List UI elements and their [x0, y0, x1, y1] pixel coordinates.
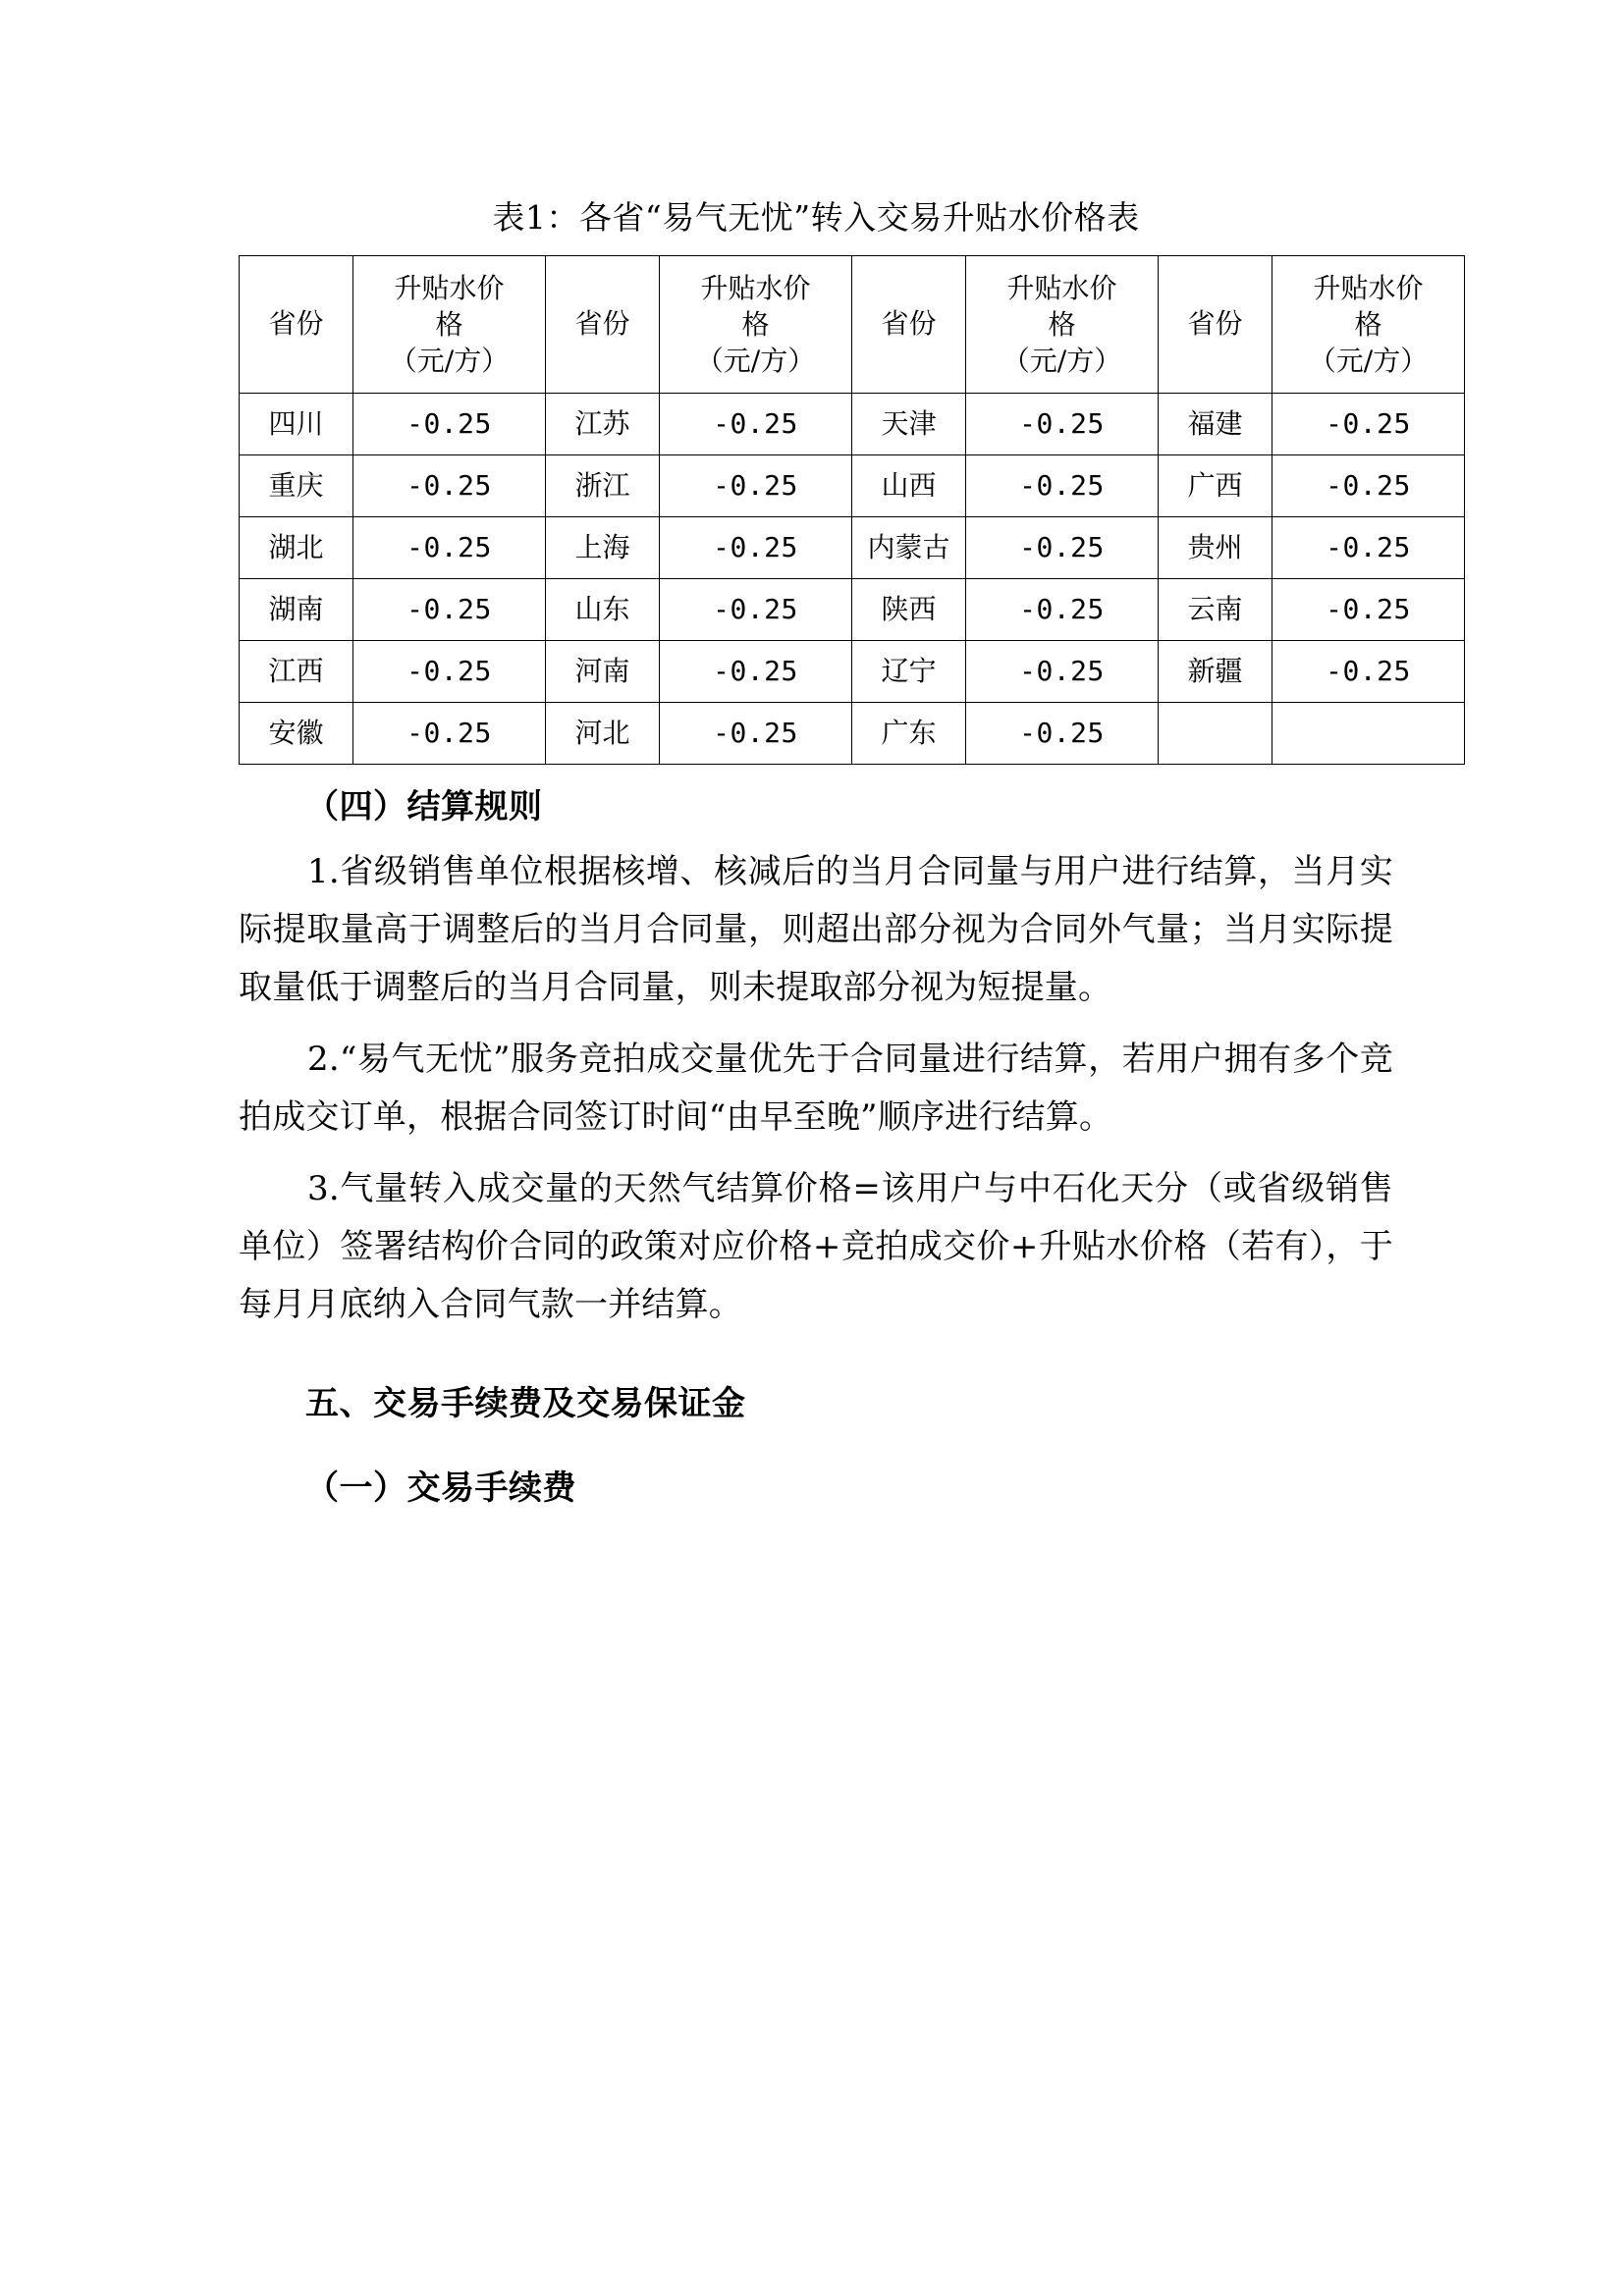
cell-province: 湖北	[240, 517, 353, 579]
cell-price: -0.25	[1272, 579, 1465, 641]
cell-province: 天津	[852, 394, 966, 455]
cell-province: 山东	[546, 579, 660, 641]
header-price-line-2: 格	[741, 307, 770, 341]
cell-province-empty	[1159, 703, 1272, 765]
cell-price: -0.25	[353, 641, 546, 703]
table-row	[240, 517, 1465, 579]
header-price-line-1: 升贴水价	[1313, 271, 1424, 304]
table-row	[240, 703, 1465, 765]
table-row	[240, 579, 1465, 641]
cell-province: 贵州	[1159, 517, 1272, 579]
header-price-line-3: （元/方）	[1308, 345, 1429, 378]
table-row	[240, 641, 1465, 703]
cell-price: -0.25	[353, 703, 546, 765]
cell-price: -0.25	[966, 579, 1159, 641]
premium-discount-price-table	[239, 255, 1465, 765]
table-body	[240, 394, 1465, 765]
cell-province: 广西	[1159, 455, 1272, 517]
cell-price: -0.25	[1272, 455, 1465, 517]
table-row	[240, 394, 1465, 455]
header-price-line-1: 升贴水价	[700, 271, 811, 304]
header-price-line-3: （元/方）	[695, 345, 816, 378]
cell-province: 山西	[852, 455, 966, 517]
header-province-1: 省份	[240, 256, 353, 394]
cell-price: -0.25	[660, 455, 852, 517]
page-content-column	[239, 0, 1429, 1508]
cell-province: 上海	[546, 517, 660, 579]
cell-province: 新疆	[1159, 641, 1272, 703]
cell-price: -0.25	[1272, 517, 1465, 579]
section-heading-five: 五、交易手续费及交易保证金	[305, 1384, 746, 1423]
cell-province: 辽宁	[852, 641, 966, 703]
header-price-line-3: （元/方）	[389, 345, 510, 378]
cell-province: 浙江	[546, 455, 660, 517]
cell-price: -0.25	[353, 517, 546, 579]
cell-price: -0.25	[660, 394, 852, 455]
cell-price: -0.25	[966, 394, 1159, 455]
cell-price: -0.25	[353, 394, 546, 455]
cell-province: 陕西	[852, 579, 966, 641]
section-heading-five-one: （一）交易手续费	[305, 1468, 576, 1508]
cell-province: 四川	[240, 394, 353, 455]
cell-province: 福建	[1159, 394, 1272, 455]
header-price-line-1: 升贴水价	[1006, 271, 1117, 304]
header-price-line-1: 升贴水价	[394, 271, 505, 304]
cell-price: -0.25	[353, 579, 546, 641]
cell-price: -0.25	[966, 703, 1159, 765]
header-price-line-2: 格	[435, 307, 463, 341]
header-price-4	[1272, 256, 1465, 394]
table-caption: 表1：各省“易气无忧”转入交易升贴水价格表	[492, 198, 1140, 237]
header-price-3	[966, 256, 1159, 394]
cell-price: -0.25	[660, 517, 852, 579]
header-province-4: 省份	[1159, 256, 1272, 394]
cell-price-empty	[1272, 703, 1465, 765]
cell-price: -0.25	[660, 579, 852, 641]
cell-province: 内蒙古	[852, 517, 966, 579]
cell-province: 湖南	[240, 579, 353, 641]
table-header-row	[240, 256, 1465, 394]
cell-province: 河南	[546, 641, 660, 703]
settlement-rule-item-3: 3.气量转入成交量的天然气结算价格=该用户与中石化天分（或省级销售单位）签署结构价合同的政策对应价格+竞拍成交价+升贴水价格（若有），于每月月底纳入合同气款一并结算。	[239, 1169, 1393, 1324]
header-price-2	[660, 256, 852, 394]
header-price-line-3: （元/方）	[1001, 345, 1122, 378]
cell-price: -0.25	[1272, 641, 1465, 703]
cell-price: -0.25	[353, 455, 546, 517]
cell-price: -0.25	[660, 703, 852, 765]
cell-province: 云南	[1159, 579, 1272, 641]
cell-province: 江苏	[546, 394, 660, 455]
cell-province: 重庆	[240, 455, 353, 517]
section-heading-four: （四）结算规则	[305, 787, 543, 827]
cell-province: 江西	[240, 641, 353, 703]
header-province-3: 省份	[852, 256, 966, 394]
header-price-line-2: 格	[1354, 307, 1382, 341]
table-row	[240, 455, 1465, 517]
cell-price: -0.25	[966, 455, 1159, 517]
cell-province: 安徽	[240, 703, 353, 765]
table-header	[240, 256, 1465, 394]
settlement-rule-item-1: 1.省级销售单位根据核增、核减后的当月合同量与用户进行结算，当月实际提取量高于调整后的当月合同量，则超出部分视为合同外气量；当月实际提取量低于调整后的当月合同量，则未提取部分视为短提量。	[239, 852, 1393, 1007]
header-province-2: 省份	[546, 256, 660, 394]
cell-price: -0.25	[1272, 394, 1465, 455]
settlement-rule-item-2: 2.“易气无忧”服务竞拍成交量优先于合同量进行结算，若用户拥有多个竞拍成交订单，根据合同签订时间“由早至晚”顺序进行结算。	[239, 1040, 1393, 1137]
cell-price: -0.25	[660, 641, 852, 703]
cell-price: -0.25	[966, 641, 1159, 703]
header-price-line-2: 格	[1048, 307, 1076, 341]
cell-province: 河北	[546, 703, 660, 765]
cell-province: 广东	[852, 703, 966, 765]
header-price-1	[353, 256, 546, 394]
cell-price: -0.25	[966, 517, 1159, 579]
